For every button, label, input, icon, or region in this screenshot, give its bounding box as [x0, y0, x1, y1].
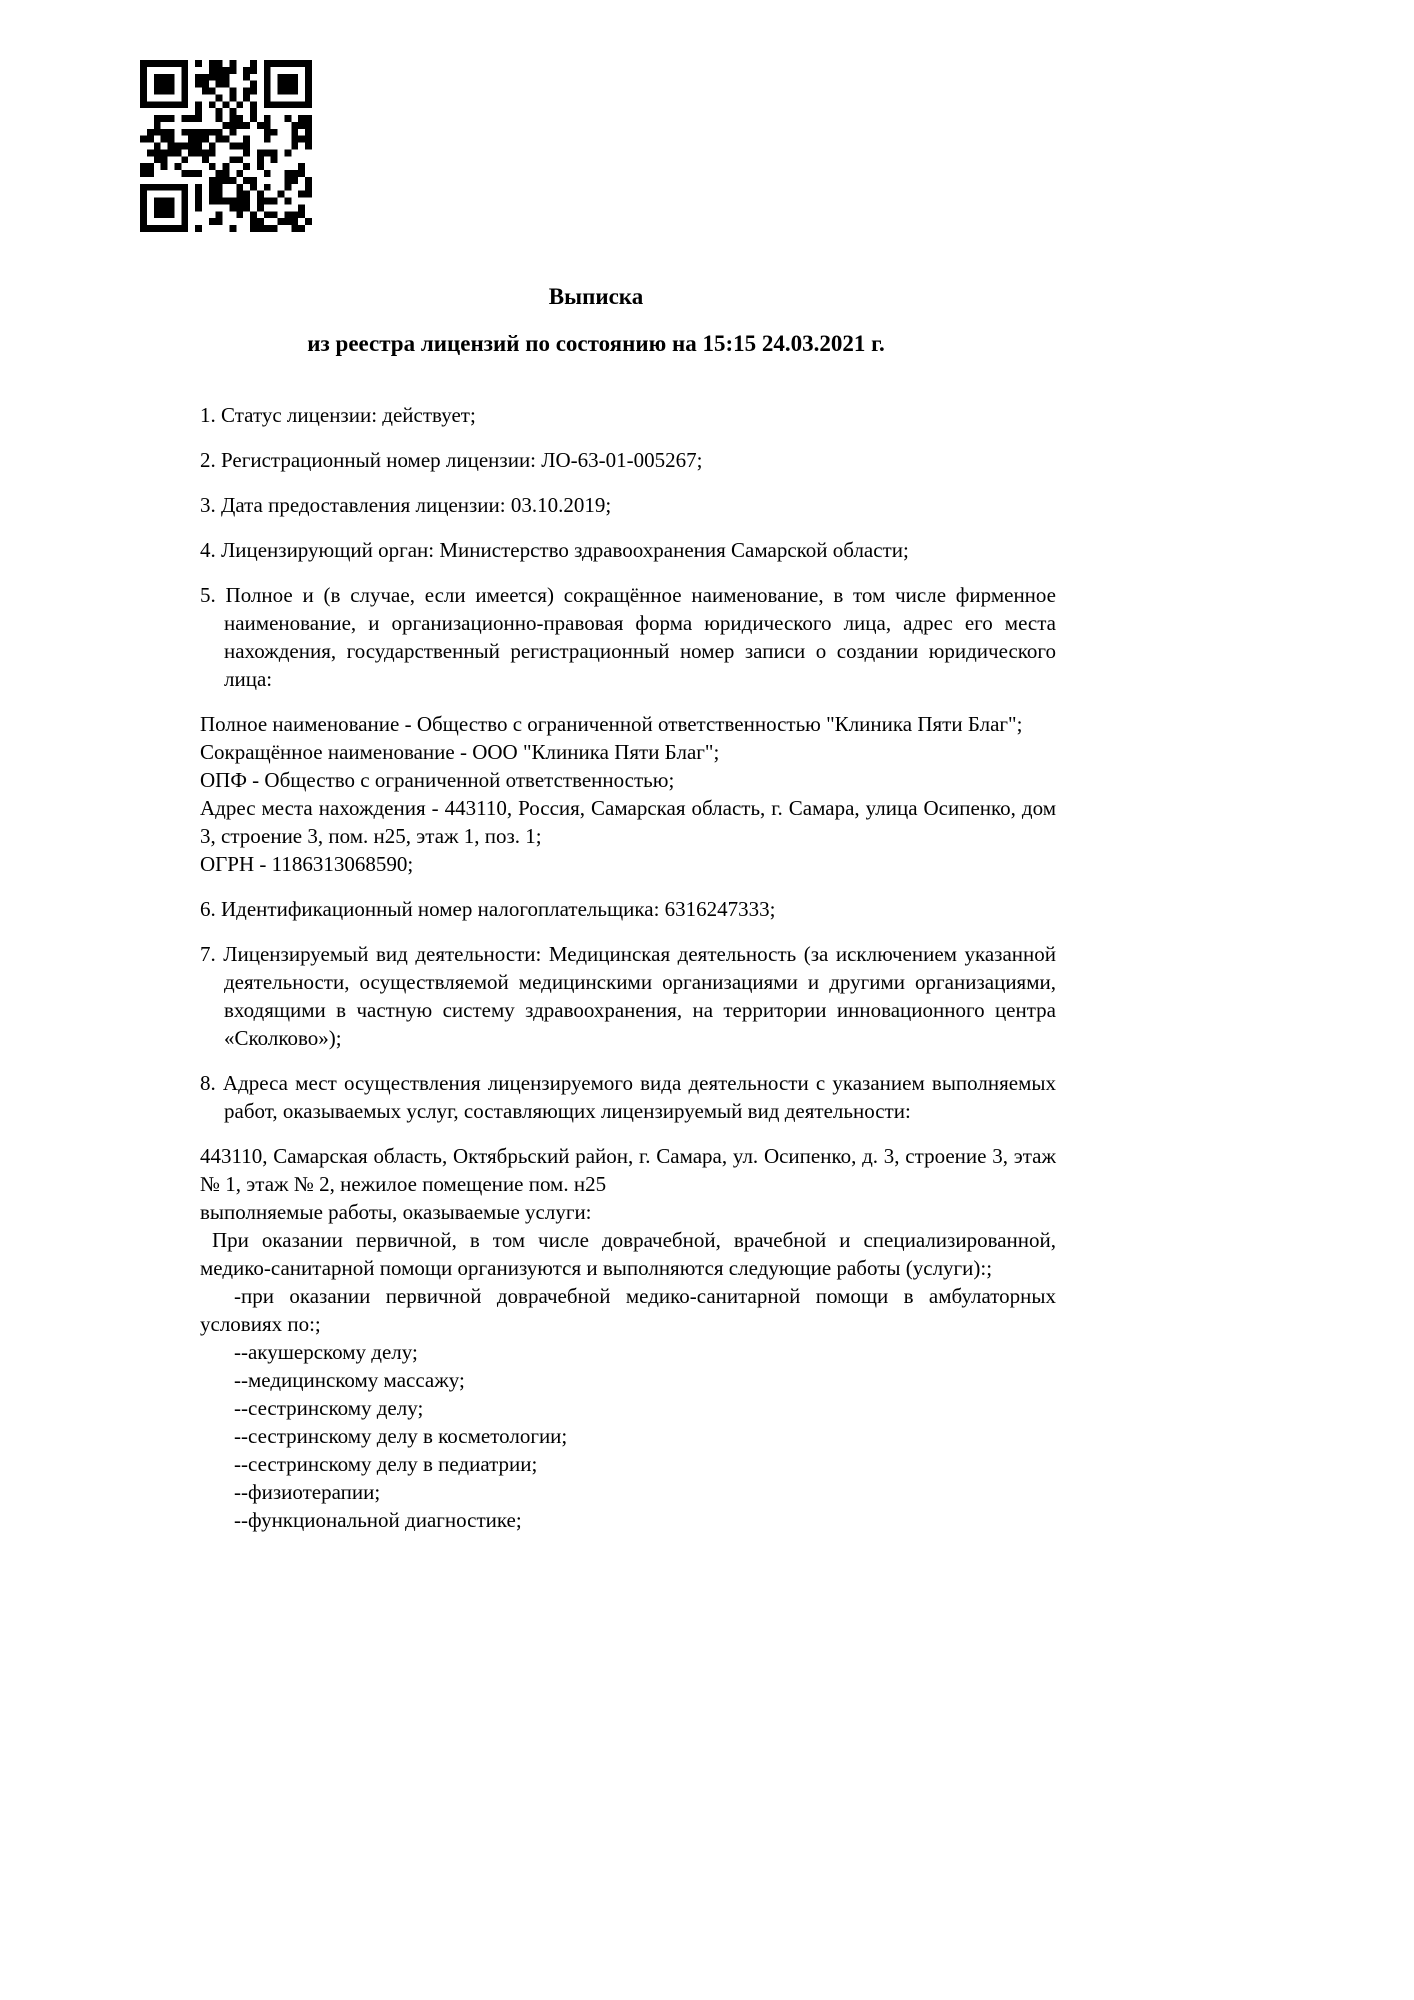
item-license-date: 3. Дата предоставления лицензии: 03.10.2019; — [200, 493, 612, 517]
activity-address-block — [200, 1142, 1056, 1534]
service-item: --сестринскому делу в педиатрии; — [234, 1452, 538, 1476]
works-services-label: выполняемые работы, оказываемые услуги: — [200, 1200, 592, 1224]
company-legal-form: ОПФ - Общество с ограниченной ответственностью; — [200, 768, 675, 792]
service-item: --физиотерапии; — [234, 1480, 381, 1504]
item-company-heading: 5. Полное и (в случае, если имеется) сокращённое наименование, в том числе фирменное наименование, и организационно-правовая форма юридического лица, адрес его места нахождения, государственный регистрационный номер записи о создании юридического лица: — [200, 583, 1056, 691]
qr-code — [140, 60, 312, 232]
service-item: --медицинскому массажу; — [234, 1368, 465, 1392]
company-address: Адрес места нахождения - 443110, Россия, Самарская область, г. Самара, улица Осипенко, дом 3, строение 3, пом. н25, этаж 1, поз. 1; — [200, 796, 1056, 848]
item-license-status: 1. Статус лицензии: действует; — [200, 403, 476, 427]
service-item: --сестринскому делу в косметологии; — [234, 1424, 568, 1448]
company-short-name: Сокращённое наименование - ООО "Клиника Пяти Благ"; — [200, 740, 720, 764]
activity-address: 443110, Самарская область, Октябрьский район, г. Самара, ул. Осипенко, д. 3, строение 3, этаж № 1, этаж № 2, нежилое помещение пом. н25 — [200, 1144, 1056, 1196]
company-full-name: Полное наименование - Общество с ограниченной ответственностью "Клиника Пяти Благ"; — [200, 712, 1023, 736]
primary-care-paragraph: При оказании первичной, в том числе доврачебной, врачебной и специализированной, медико-санитарной помощи организуются и выполняются следующие работы (услуги):; — [200, 1228, 1056, 1280]
company-details-block — [200, 710, 1056, 878]
item-license-number: 2. Регистрационный номер лицензии: ЛО-63-01-005267; — [200, 448, 703, 472]
item-activity-type: 7. Лицензируемый вид деятельности: Медицинская деятельность (за исключением указанной деятельности, осуществляемой медицинскими организациями и другими организациями, входящими в частную систему здравоохранения, на территории инновационного центра «Сколково»); — [200, 942, 1056, 1050]
item-licensing-authority: 4. Лицензирующий орган: Министерство здравоохранения Самарской области; — [200, 538, 909, 562]
service-item: --акушерскому делу; — [234, 1340, 418, 1364]
service-item: --сестринскому делу; — [234, 1396, 424, 1420]
document-subtitle: из реестра лицензий по состоянию на 15:15 24.03.2021 г. — [307, 331, 885, 356]
company-ogrn: ОГРН - 1186313068590; — [200, 852, 414, 876]
document-header — [200, 282, 992, 359]
item-inn: 6. Идентификационный номер налогоплательщика: 6316247333; — [200, 897, 776, 921]
document-title: Выписка — [548, 284, 644, 309]
item-addresses-heading: 8. Адреса мест осуществления лицензируемого вида деятельности с указанием выполняемых работ, оказываемых услуг, составляющих лицензируемый вид деятельности: — [200, 1071, 1056, 1123]
service-item: --функциональной диагностике; — [234, 1508, 522, 1532]
pre-medical-care-paragraph: -при оказании первичной доврачебной медико-санитарной помощи в амбулаторных условиях по:; — [200, 1284, 1056, 1336]
document-body — [200, 282, 1056, 1551]
